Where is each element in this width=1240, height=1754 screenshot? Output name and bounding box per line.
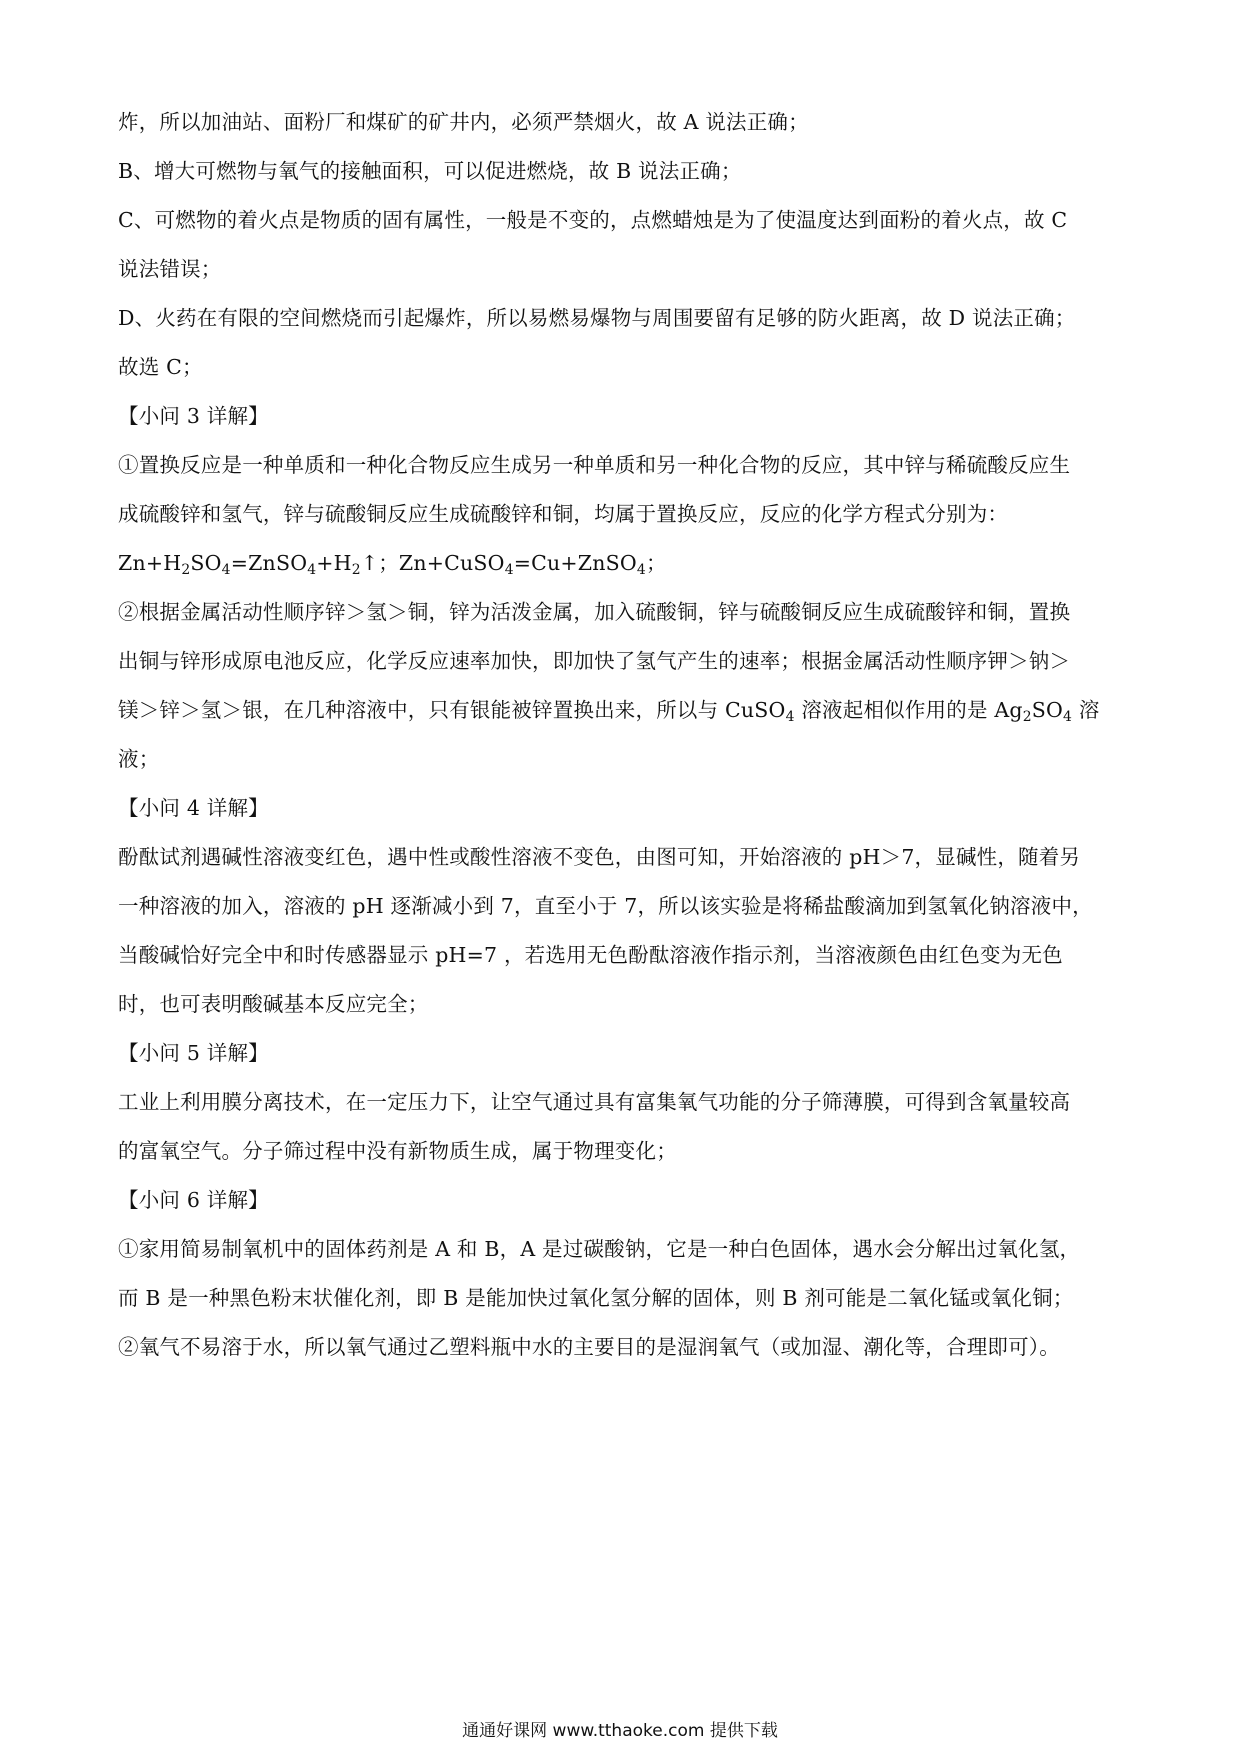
text-line: B、增大可燃物与氧气的接触面积，可以促进燃烧，故 B 说法正确； — [118, 159, 742, 183]
subscript: 2 — [181, 562, 191, 579]
text-line: 说法错误； — [118, 257, 222, 281]
text-line: 成硫酸锌和氢气，锌与硫酸铜反应生成硫酸锌和铜，均属于置换反应，反应的化学方程式分别为： — [118, 502, 1009, 526]
equation-part: =ZnSO — [230, 551, 308, 575]
equation-part: =Cu+ZnSO — [513, 551, 637, 575]
subscript: 4 — [636, 562, 646, 579]
text-line: 时，也可表明酸碱基本反应完全； — [118, 992, 429, 1016]
text-line: C、可燃物的着火点是物质的固有属性，一般是不变的，点燃蜡烛是为了使温度达到面粉的着火点，故 C — [118, 208, 1068, 232]
equation-part: Zn+H — [118, 551, 182, 575]
section-heading: 【小问 5 详解】 — [118, 1041, 269, 1065]
text-line: ①置换反应是一种单质和一种化合物反应生成另一种单质和另一种化合物的反应，其中锌与稀硫酸反应生 — [118, 453, 1071, 477]
subscript: 4 — [1063, 709, 1073, 726]
text-part: 溶液起相似作用的是 Ag — [794, 698, 1023, 722]
text-line: 液； — [118, 747, 160, 771]
section-heading: 【小问 4 详解】 — [118, 796, 269, 820]
text-line: 炸，所以加油站、面粉厂和煤矿的矿井内，必须严禁烟火，故 A 说法正确； — [118, 110, 809, 134]
text-line: ①家用简易制氧机中的固体药剂是 A 和 B，A 是过碳酸钠，它是一种白色固体，遇水会分解出过氧化氢， — [118, 1237, 1081, 1261]
page-footer: 通通好课网 www.tthaoke.com 提供下载 — [462, 1721, 778, 1741]
equation-part: ↑；Zn+CuSO — [360, 551, 505, 575]
text-line: 当酸碱恰好完全中和时传感器显示 pH=7 ，若选用无色酚酞溶液作指示剂，当溶液颜色由红色变为无色 — [118, 943, 1063, 967]
subscript: 4 — [504, 562, 514, 579]
text-line: 工业上利用膜分离技术，在一定压力下，让空气通过具有富集氧气功能的分子筛薄膜，可得到含氧量较高 — [118, 1090, 1071, 1114]
text-line: 酚酞试剂遇碱性溶液变红色，遇中性或酸性溶液不变色，由图可知，开始溶液的 pH＞7，显碱性，随着另 — [118, 845, 1081, 869]
text-line: 的富氧空气。分子筛过程中没有新物质生成，属于物理变化； — [118, 1139, 677, 1163]
chemical-equation-line — [118, 539, 1128, 588]
subscript: 4 — [221, 562, 231, 579]
subscript: 2 — [1022, 709, 1032, 726]
text-part: SO — [1031, 698, 1064, 722]
equation-part: SO — [190, 551, 222, 575]
text-line: 出铜与锌形成原电池反应，化学反应速率加快，即加快了氢气产生的速率；根据金属活动性顺序钾＞钠＞ — [118, 649, 1071, 673]
text-line: D、火药在有限的空间燃烧而引起爆炸，所以易燃易爆物与周围要留有足够的防火距离，故 D 说法正确； — [118, 306, 1076, 330]
text-line: 一种溶液的加入，溶液的 pH 逐渐减小到 7，直至小于 7，所以该实验是将稀盐酸滴加到氢氧化钠溶液中， — [118, 894, 1093, 918]
equation-part: ； — [645, 551, 667, 575]
text-line: 故选 C； — [118, 355, 203, 379]
text-line: ②根据金属活动性顺序锌＞氢＞铜，锌为活泼金属，加入硫酸铜，锌与硫酸铜反应生成硫酸锌和铜，置换 — [118, 600, 1071, 624]
section-heading: 【小问 3 详解】 — [118, 404, 269, 428]
text-line-cuso4 — [118, 686, 1128, 735]
text-line: ②氧气不易溶于水，所以氧气通过乙塑料瓶中水的主要目的是湿润氧气（或加湿、潮化等，合理即可）。 — [118, 1335, 1060, 1359]
subscript: 2 — [351, 562, 361, 579]
subscript: 4 — [307, 562, 317, 579]
subscript: 4 — [785, 709, 795, 726]
text-line: 而 B 是一种黑色粉末状催化剂，即 B 是能加快过氧化氢分解的固体，则 B 剂可能是二氧化锰或氧化铜； — [118, 1286, 1074, 1310]
equation-part: +H — [316, 551, 352, 575]
text-part: 镁＞锌＞氢＞银，在几种溶液中，只有银能被锌置换出来，所以与 CuSO — [118, 698, 786, 722]
text-part: 溶 — [1072, 698, 1100, 722]
section-heading: 【小问 6 详解】 — [118, 1188, 269, 1212]
document-body — [118, 98, 1128, 1372]
